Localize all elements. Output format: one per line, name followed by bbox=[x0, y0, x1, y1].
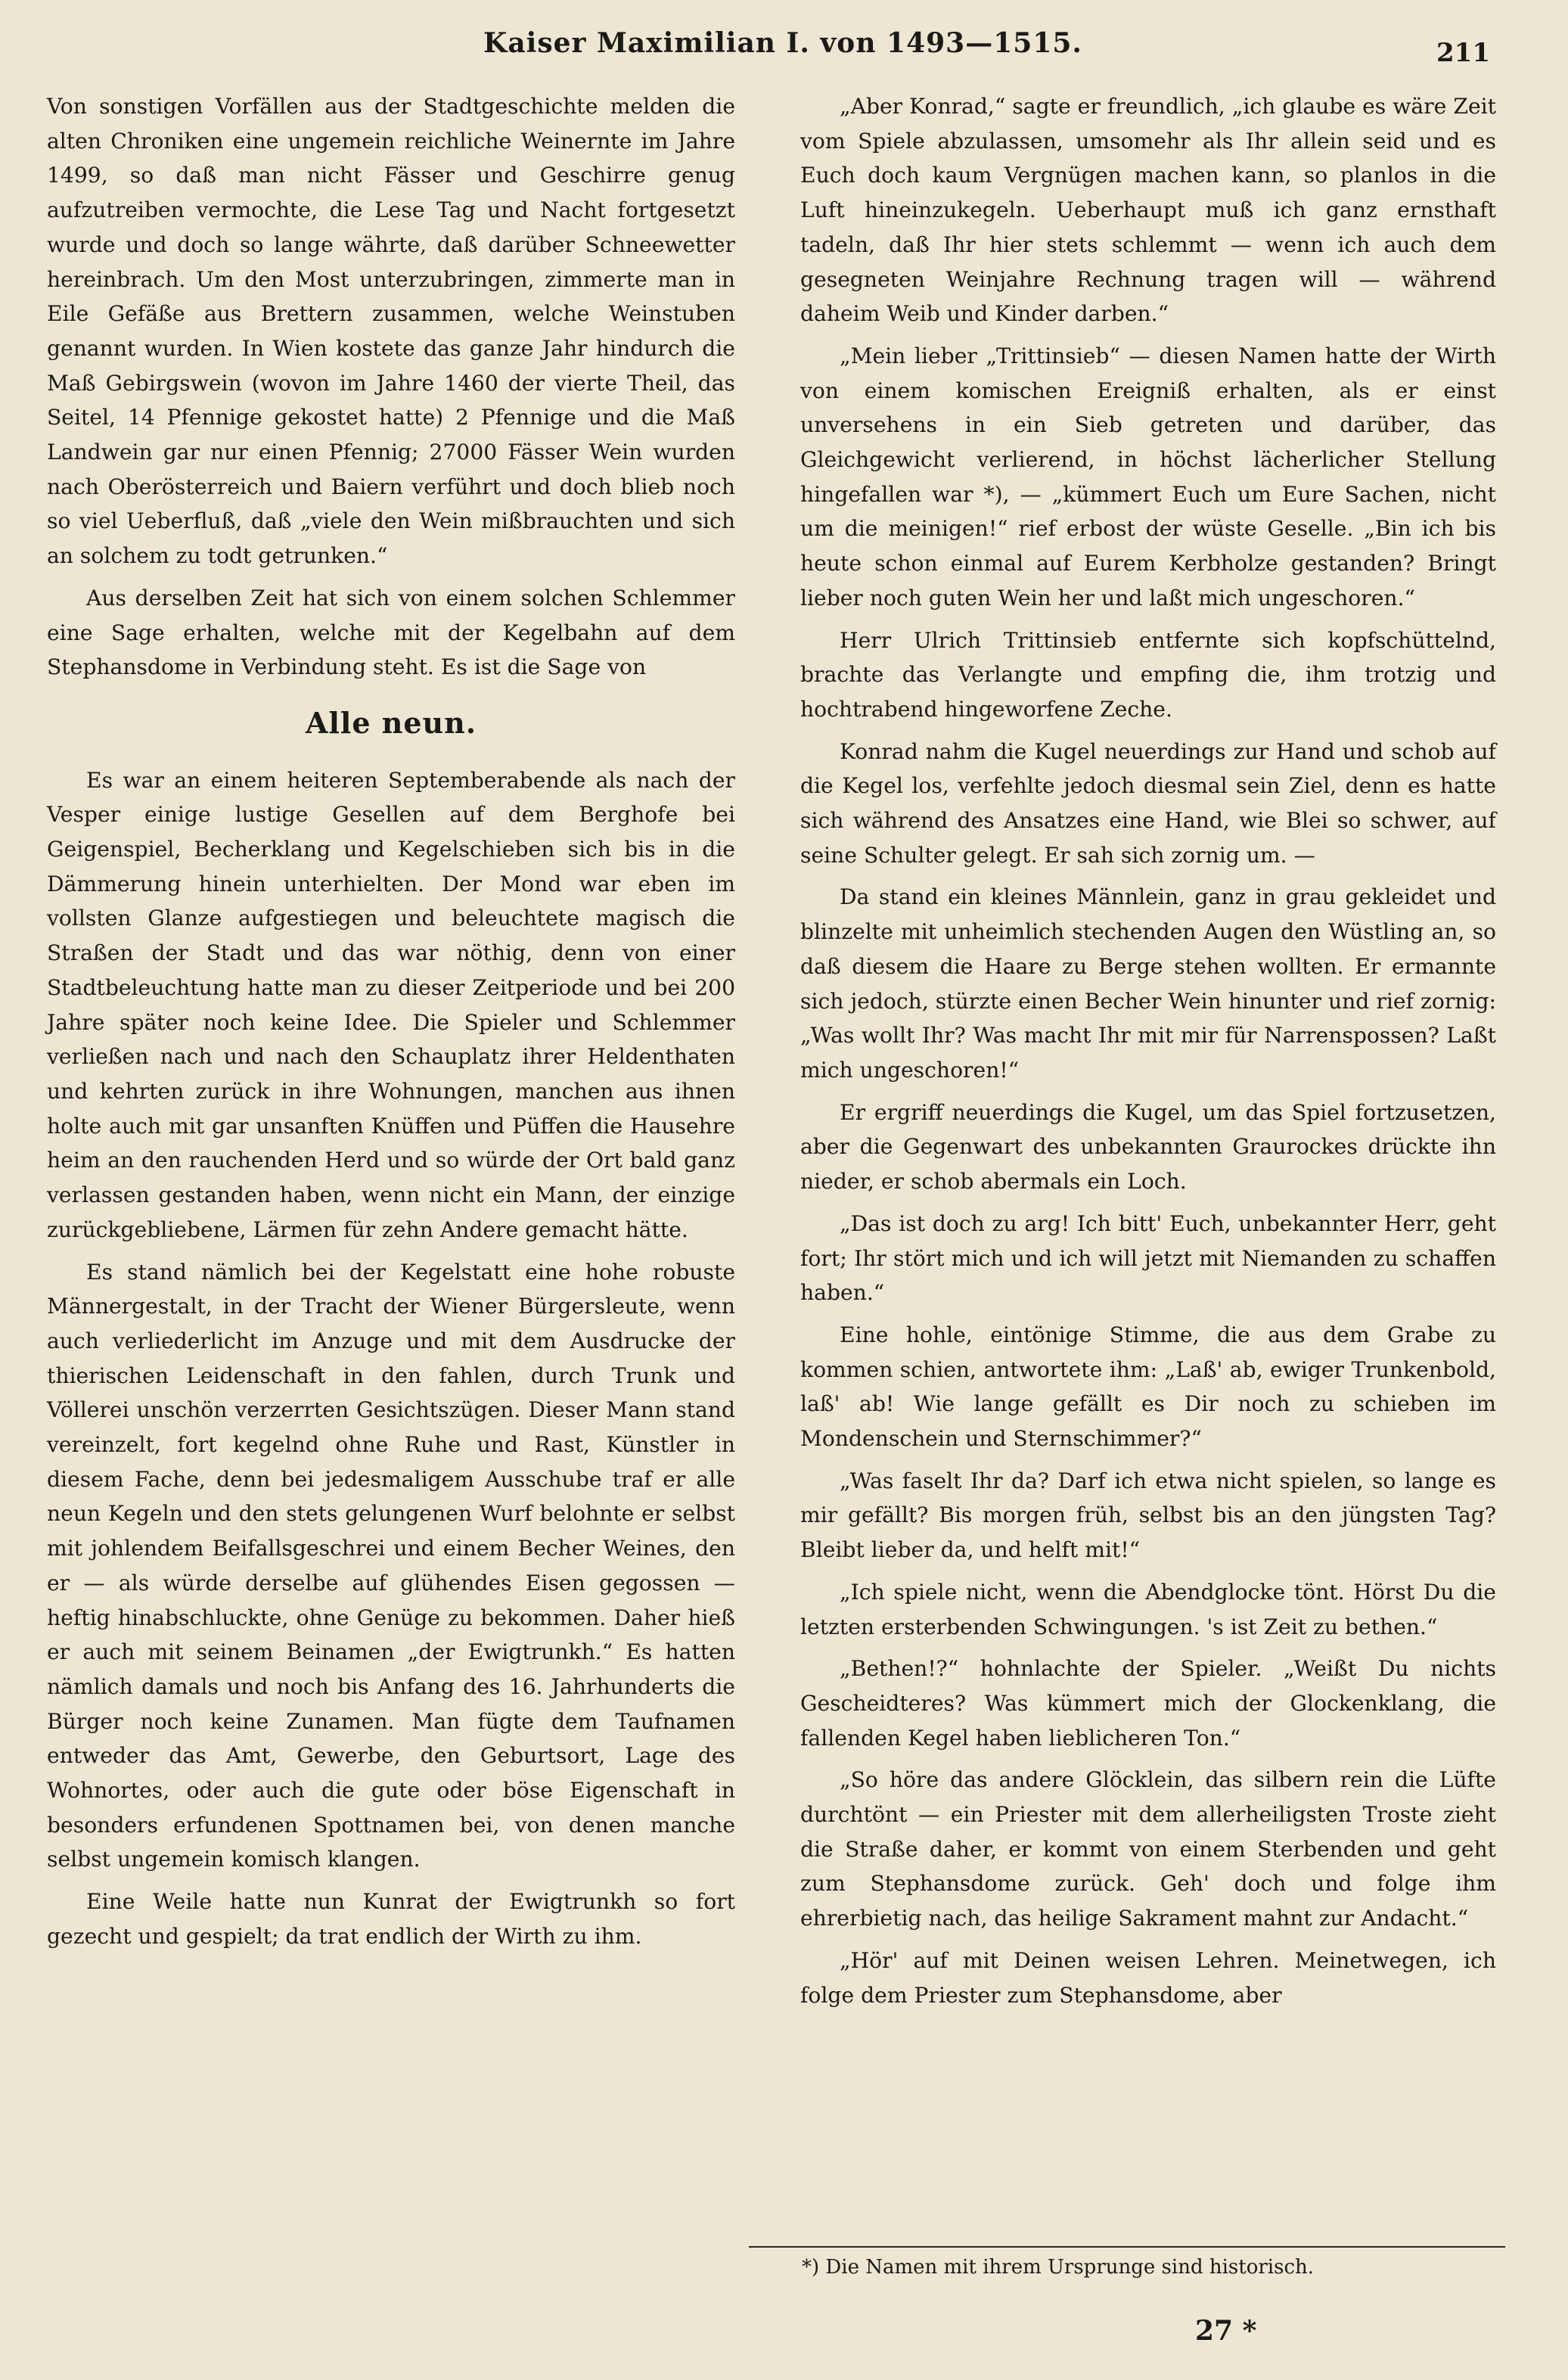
paragraph: „Hör' auf mit Deinen weisen Lehren. Meinetwegen, ich folge dem Priester zum Stephansdome, aber bbox=[800, 1947, 1496, 2008]
footnote: *) Die Namen mit ihrem Ursprunge sind historisch. bbox=[802, 2256, 1315, 2279]
paragraph: Es war an einem heiteren Septemberabende als nach der Vesper einige lustige Gesellen auf dem Berghofe bei Geigenspiel, Becherklang und Kegelschieben sich bis in die Dämmerung hinein unterhielten. Der Mond war eben im vollsten Glanze aufgestiegen und beleuchtete magisch die Straßen der Stadt und das war nöthig, denn von einer Stadtbeleuchtung hatte man zu dieser Zeitperiode und bei 200 Jahre später noch keine Idee. Die Spieler und Schlemmer verließen nach und nach den Schauplatz ihrer Heldenthaten und kehrten zurück in ihre Wohnungen, manchen aus ihnen holte auch mit gar unsanften Knüffen und Püffen die Hausehre heim an den rauchenden Herd und so würde der Ort bald ganz verlassen gestanden haben, wenn nicht ein Mann, der einzige zurückgebliebene, Lärmen für zehn Andere gemacht hätte. bbox=[47, 767, 735, 1242]
paragraph: „Bethen!?“ hohnlachte der Spieler. „Weißt Du nichts Gescheidteres? Was kümmert mich der Glockenklang, die fallenden Kegel haben lieblicheren Ton.“ bbox=[800, 1656, 1496, 1751]
paragraph: „Ich spiele nicht, wenn die Abendglocke tönt. Hörst Du die letzten ersterbenden Schwingungen. 's ist Zeit zu bethen.“ bbox=[800, 1579, 1496, 1639]
paragraph: „Aber Konrad,“ sagte er freundlich, „ich glaube es wäre Zeit vom Spiele abzulassen, umsomehr als Ihr allein seid und es Euch doch kaum Vergnügen machen kann, so planlos in die Luft hineinzukegeln. Ueberhaupt muß ich ganz ernsthaft tadeln, daß Ihr hier stets schlemmt — wenn ich auch dem gesegneten Weinjahre Rechnung tragen will — während daheim Weib und Kinder darben.“ bbox=[800, 94, 1496, 327]
header-title: Kaiser Maximilian I. von 1493—1515. bbox=[483, 27, 1082, 59]
paragraph: Von sonstigen Vorfällen aus der Stadtgeschichte melden die alten Chroniken eine ungemein reichliche Weinernte im Jahre 1499, so daß man nicht Fässer und Geschirre genug aufzutreiben vermochte, die Lese Tag und Nacht fortgesetzt wurde und doch so lange währte, daß darüber Schneewetter hereinbrach. Um den Most unterzubringen, zimmerte man in Eile Gefäße aus Brettern zusammen, welche Weinstuben genannt wurden. In Wien kostete das ganze Jahr hindurch die Maß Gebirgswein (wovon im Jahre 1460 der vierte Theil, das Seitel, 14 Pfennige gekostet hatte) 2 Pfennige und die Maß Landwein gar nur einen Pfennig; 27000 Fässer Wein wurden nach Oberösterreich und Baiern verführt und doch blieb noch so viel Ueberfluß, daß „viele den Wein mißbrauchten und sich an solchem zu todt getrunken.“ bbox=[47, 94, 735, 569]
footnote-divider bbox=[749, 2246, 1505, 2248]
paragraph: Aus derselben Zeit hat sich von einem solchen Schlemmer eine Sage erhalten, welche mit der Kegelbahn auf dem Stephansdome in Verbindung steht. Es ist die Sage von bbox=[47, 585, 735, 680]
paragraph: Er ergriff neuerdings die Kugel, um das Spiel fortzusetzen, aber die Gegenwart des unbekannten Graurockes drückte ihn nieder, er schob abermals ein Loch. bbox=[800, 1099, 1496, 1195]
page-number: 211 bbox=[1436, 38, 1490, 68]
paragraph: Es stand nämlich bei der Kegelstatt eine hohe robuste Männergestalt, in der Tracht der Wiener Bürgersleute, wenn auch verliederlicht im Anzuge und mit dem Ausdrucke der thierischen Leidenschaft in den fahlen, durch Trunk und Völlerei unschön verzerrten Gesichtszügen. Dieser Mann stand vereinzelt, fort kegelnd ohne Ruhe und Rast, Künstler in diesem Fache, denn bei jedesmaligem Ausschube traf er alle neun Kegeln und den stets gelungenen Wurf belohnte er selbst mit johlendem Beifallsgeschrei und einem Becher Weines, den er — als würde derselbe auf glühendes Eisen gegossen — heftig hinabschluckte, ohne Genüge zu bekommen. Daher hieß er auch mit seinem Beinamen „der Ewigtrunkh.“ Es hatten nämlich damals und noch bis Anfang des 16. Jahrhunderts die Bürger noch keine Zunamen. Man fügte dem Taufnamen entweder das Amt, Gewerbe, den Geburtsort, Lage des Wohnortes, oder auch die gute oder böse Eigenschaft in besonders erfundenen Spottnamen bei, von denen manche selbst ungemein komisch klangen. bbox=[47, 1259, 735, 1872]
paragraph: „Was faselt Ihr da? Darf ich etwa nicht spielen, so lange es mir gefällt? Bis morgen früh, selbst bis an den jüngsten Tag? Bleibt lieber da, und helft mit!“ bbox=[800, 1468, 1496, 1563]
paragraph: Konrad nahm die Kugel neuerdings zur Hand und schob auf die Kegel los, verfehlte jedoch diesmal sein Ziel, denn es hatte sich während des Ansatzes eine Hand, wie Blei so schwer, auf seine Schulter gelegt. Er sah sich zornig um. — bbox=[800, 738, 1496, 868]
paragraph: „So höre das andere Glöcklein, das silbern rein die Lüfte durchtönt — ein Priester mit dem allerheiligsten Troste zieht die Straße daher, er kommt von einem Sterbenden und geht zum Stephansdome zurück. Geh' doch und folge ihm ehrerbietig nach, das heilige Sakrament mahnt zur Andacht.“ bbox=[800, 1767, 1496, 1931]
section-title: Alle neun. bbox=[305, 705, 477, 740]
running-header bbox=[45, 21, 1520, 67]
printer-signature-mark: 27 * bbox=[1195, 2315, 1257, 2347]
paragraph: Herr Ulrich Trittinsieb entfernte sich kopfschüttelnd, brachte das Verlangte und empfing die, ihm trotzig und hochtrabend hingeworfene Zeche. bbox=[800, 627, 1496, 722]
paragraph: Da stand ein kleines Männlein, ganz in grau gekleidet und blinzelte mit unheimlich stechenden Augen den Wüstling an, so daß diesem die Haare zu Berge stehen wollten. Er ermannte sich jedoch, stürzte einen Becher Wein hinunter und rief zornig: „Was wollt Ihr? Was macht Ihr mit mir für Narrenspossen? Laßt mich ungeschoren!“ bbox=[800, 884, 1496, 1083]
right-column bbox=[800, 89, 1496, 2020]
paragraph: Eine Weile hatte nun Kunrat der Ewigtrunkh so fort gezecht und gespielt; da trat endlich der Wirth zu ihm. bbox=[47, 1889, 735, 1949]
paragraph: Eine hohle, eintönige Stimme, die aus dem Grabe zu kommen schien, antwortete ihm: „Laß' ab, ewiger Trunkenbold, laß' ab! Wie lange gefällt es Dir noch zu schieben im Mondenschein und Sternschimmer?“ bbox=[800, 1322, 1496, 1452]
paragraph: „Mein lieber „Trittinsieb“ — diesen Namen hatte der Wirth von einem komischen Ereigniß erhalten, als er einst unversehens in ein Sieb getreten und darüber, das Gleichgewicht verlierend, in höchst lächerlicher Stellung hingefallen war *), — „kümmert Euch um Eure Sachen, nicht um die meinigen!“ rief erbost der wüste Geselle. „Bin ich bis heute schon einmal auf Eurem Kerbholze gestanden? Bringt lieber noch guten Wein her und laßt mich ungeschoren.“ bbox=[800, 343, 1496, 611]
paragraph: „Das ist doch zu arg! Ich bitt' Euch, unbekannter Herr, geht fort; Ihr stört mich und ich will jetzt mit Niemanden zu schaffen haben.“ bbox=[800, 1210, 1496, 1306]
left-column bbox=[47, 89, 735, 1962]
